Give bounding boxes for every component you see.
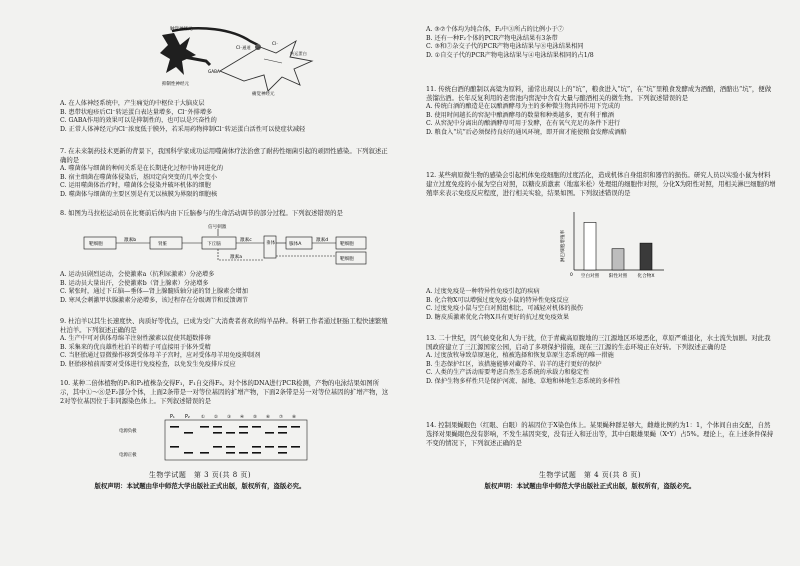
- q11-option-a: A. 传统白酒的酿造是在以酿酒酵母为主的多种微生物共同作用下完成的: [426, 103, 621, 110]
- gel-band: [239, 432, 248, 434]
- page-4: [400, 0, 800, 566]
- gel-band: [252, 426, 261, 428]
- text-pituitary: 垂体: [266, 241, 276, 246]
- text-kidney: 肾脏: [158, 242, 168, 247]
- label-p1: P₁: [170, 415, 175, 420]
- proliferation-bar-chart: [560, 206, 670, 284]
- q6-option-a: A. 在人体神经系统中，产生痛觉的中枢位于大脑皮层: [60, 100, 205, 107]
- q13-option-b: B. 生态保护红区，该措施能够对藏羚羊、岩羊的进行更好的保护: [426, 360, 602, 368]
- chart-ylabel: 淋巴细胞增殖率: [561, 229, 566, 263]
- inhibitory-neuron-shape: [160, 33, 210, 75]
- text-target-cell-right-bottom: 靶细胞: [340, 257, 354, 262]
- pcr-gel-figure: [115, 412, 315, 464]
- label-signal-stimulus: 信号刺激: [208, 225, 227, 230]
- gel-band: [213, 426, 222, 428]
- q7-option-c: C. 运用噬菌体治疗时，噬菌体会侵染并破坏机体的细胞: [60, 182, 211, 190]
- label-p2: P₂: [185, 415, 190, 420]
- q11-stem: 11. 传统白酒的酿制以高粱为原料，通常出现以上的“坑”，粮食进入“坑”，在“坑”里粮食发酵成为酒醅，酒醅出“坑”，便做蒸馏出酒。长年反复利用的老窖池内窖泥中含有大量与酿酒相关的微生物。下列叙述错误的是: [426, 85, 772, 102]
- gel-band: [184, 432, 193, 434]
- gel-lane-label: ⑦: [279, 415, 283, 420]
- q13-option-a: A. 过度放牧导致草原退化，植被选择和恢复草原生态系统的唯一措施: [426, 352, 614, 359]
- gel-lane-label: ⑥: [266, 415, 270, 420]
- label-negative-pole: 电源负极: [119, 429, 137, 434]
- gel-band: [278, 426, 287, 428]
- question-8-options: [60, 271, 390, 305]
- question-9: [60, 316, 390, 369]
- gel-lane-label: ②: [214, 415, 218, 420]
- gel-band: [226, 452, 235, 454]
- hormone-regulation-diagram: [80, 222, 370, 268]
- q13-option-c: C. 人类的生产活动需要考虑自然生态系统的承载力和稳定性: [426, 369, 590, 377]
- gel-band: [291, 426, 300, 428]
- q10-option-c: C. ③和⑦杂交子代的PCR产物电泳结果与⑧电泳结果相同: [426, 43, 584, 51]
- q12-option-b: B. 化合物X可以增强过度免疫小鼠的特异性免疫反应: [426, 296, 569, 304]
- gel-band: [278, 432, 287, 434]
- q8-option-d: D. 寒风会刺激甲状腺激素分泌增多，该过程存在分级调节和反馈调节: [60, 296, 249, 304]
- gel-band: [213, 446, 222, 448]
- text-hypothalamus: 下丘脑: [207, 242, 221, 247]
- q12-stem: 12. 某些病原微生物的感染会引起机体免疫细胞的过度活化，造成机体自身组织和器官的损伤。研究人员以实验小鼠为材料建立过度免疫的小鼠为空白对照，以糖皮质激素（地塞米松）处理组的细胞作对照，分化X为阳性对照，用相关淋巴细胞的增殖率来表示免疫反应程度，进行相关实验，结果如图。下列叙述错误的是: [426, 171, 776, 197]
- q9-option-a: A. 生产中可对供体母绵羊注射性激素以促使其超数排卵: [60, 335, 211, 342]
- gel-lane-label: ①: [201, 415, 205, 420]
- question-11: [426, 84, 776, 137]
- question-10: [60, 378, 390, 406]
- q6-option-c: C. GABA作用的效果可以是抑制性的，也可以是兴奋性的: [60, 117, 217, 125]
- q9-stem: 9. 杜泊羊以其生长速度快、肉质好等优点，已成为受广大消费者喜欢的绵羊品种。科研工作者通过胚胎工程快速繁殖杜泊羊。下列叙述正确的是: [60, 317, 388, 334]
- q7-option-d: D. 噬菌体与细菌的主要区别是有无以核膜为界限的细胞核: [60, 190, 218, 198]
- q7-option-a: A. 噬菌体与细菌的种间关系是在长期进化过程中协同进化的: [60, 165, 224, 172]
- q14-stem: 14. 控制果蝇眼色（红眼、白眼）的基因位于X染色体上。某果蝇种群足够大，雌雄比例约为1：1，个体间自由交配，自然选择对果蝇眼色没有影响，不发生基因突变，没有迁入和迁出等，其中白眼雄果蝇（XᵃY）占5%。理论上，在上述条件保持不变的情况下，下列叙述正确的是: [426, 421, 774, 447]
- q11-option-d: D. 粮食入“坑”后必须保持良好的通风环境，即开窗才能使粮食发酵成酒醅: [426, 128, 627, 136]
- gel-lane-label: ④: [240, 415, 244, 420]
- q11-option-b: B. 使用时间越长的窖泥中酿酒酵母的数量和种类越多，更有利于酿酒: [426, 111, 614, 119]
- question-8: [60, 208, 390, 218]
- q10-option-b: B. 还有一种F₂个体的PCR产物电泳结果有3条带: [426, 34, 558, 42]
- gel-band: [278, 452, 287, 454]
- q10-stem: 10. 某种二倍体植物的P₁和P₂植株杂交得F₁，F₁自交得F₂。对个体的DNA进行PCR检测，产物的电泳结果如图所示，其中①～⑧是F₂部分个体，上面2条带是一对等位基因的扩增产物，下面2条带是另一对等位基因的扩增产物，这2对等位基因位于非同源染色体上。下列叙述错误的是: [60, 379, 389, 405]
- gel-band: [200, 426, 209, 428]
- q9-option-d: D. 胚胎移植前需要对受体进行免疫检查，以免发生免疫排斥反应: [60, 360, 236, 368]
- bar-1: [584, 222, 596, 270]
- neuron-figure: [140, 25, 340, 97]
- q12-option-a: A. 过度免疫是一种特异性免疫引起的疾病: [426, 288, 540, 295]
- gel-band: [265, 432, 274, 434]
- bar-2: [612, 249, 624, 270]
- q10-option-a: A. ③⑦个体均为纯合体，F₂中③所占的比例小于⑦: [426, 26, 564, 33]
- gel-band: [170, 446, 179, 448]
- bar-category-label: 阳性对照: [608, 274, 628, 279]
- gel-band: [200, 452, 209, 454]
- gel-lane-label: ⑤: [253, 415, 257, 420]
- q8-option-a: A. 运动员剧烈运动，会使激素a（抗利尿激素）分泌增多: [60, 271, 215, 278]
- label-hormone-a: 激素a: [230, 255, 243, 260]
- gel-band: [184, 452, 193, 454]
- gel-band: [239, 452, 248, 454]
- gel-lane-label: ⑧: [292, 415, 296, 420]
- label-pain-neuron: 痛觉神经元: [252, 92, 275, 97]
- label-positive-pole: 电源正极: [119, 453, 137, 458]
- gel-band: [213, 432, 222, 434]
- bar-category-label: 空白对照: [580, 274, 600, 279]
- copyright-left: 版权声明：本试题由华中师范大学出版社正式出版，版权所有，盗版必究。: [94, 482, 306, 490]
- label-transport-protein: 转运蛋白: [290, 51, 307, 56]
- q11-option-c: C. 从窖泥中分离出的酿酒酵母可用于发酵，在有氧气充足的条件下进行: [426, 120, 621, 128]
- footer-right: [400, 470, 780, 492]
- q8-option-b: B. 运动员大量出汗，会使激素b（肾上腺素）分泌增多: [60, 279, 209, 287]
- q6-option-b: B. 患带状疱疹后Cl⁻转运蛋白表达量增多，Cl⁻外排增多: [60, 108, 213, 116]
- q13-stem: 13. 二十世纪，因气候变化和人为干扰，位于青藏高原腹地的三江源地区环境恶化，草原严重退化，水土流失加剧。对此我国政府建立了三江源国家公园，启动了多项保护措施，现在三江源的生态环境正在好转。下列叙述正确的是: [426, 334, 771, 351]
- bar-category-label: 化合物X: [637, 274, 655, 279]
- gel-band: [252, 446, 261, 448]
- gel-band: [226, 446, 235, 448]
- q6-option-d: D. 正常人体神经元内Cl⁻浓度低于膜外，若采用药物抑制Cl⁻转运蛋白活性可以使症状减轻: [60, 125, 306, 133]
- q9-option-c: C. 当胚胎通过显微操作移到受体母羊子宫时，应对受体母羊用免疫抑制剂: [60, 352, 261, 360]
- q9-option-b: B. 采集来的优良雄性杜泊羊的精子可直接用于体外受精: [60, 343, 211, 351]
- question-6-options: [60, 100, 390, 134]
- gel-band: [291, 446, 300, 448]
- label-gaba: GABA: [208, 69, 220, 74]
- footer-left: [10, 470, 390, 492]
- box-pituitary: [264, 236, 276, 258]
- q8-stem: 8. 如图为马拉松运动员在比赛前后体内由下丘脑参与的生命活动调节的部分过程。下列叙述错误的是: [60, 209, 343, 217]
- question-12-options: [426, 288, 776, 322]
- question-7: [60, 146, 390, 199]
- copyright-right: 版权声明：本试题由华中师范大学出版社正式出版，版权所有，盗版必究。: [484, 482, 696, 490]
- text-target-cell-left: 靶细胞: [89, 242, 103, 247]
- question-13: [426, 333, 776, 386]
- gel-band: [278, 446, 287, 448]
- text-gland-a: 腺体A: [289, 242, 302, 247]
- label-inhibitory-neuron: 抑制性神经元: [162, 82, 189, 87]
- gel-band: [239, 426, 248, 428]
- label-hormone-d: 激素d: [316, 238, 329, 243]
- q12-option-d: D. 糖皮质激素优化合物X具有更好的抗过度免疫效果: [426, 313, 570, 321]
- q7-option-b: B. 宿主细菌在噬菌体侵染后，基因定向突变的几率会变小: [60, 173, 217, 181]
- q7-stem: 7. 在未来制药技术更新的背景下，我国科学家成功运用噬菌体疗法治愈了耐药性细菌引起的顽固性感染。下列叙述正确的是: [60, 147, 388, 164]
- label-cl-channel: Cl⁻通道: [236, 45, 251, 50]
- q12-option-c: C. 过度免疫小鼠与空白对照组相比，可减轻对机体的损伤: [426, 305, 583, 313]
- chart-origin-label: 0: [570, 273, 573, 278]
- bar-3: [640, 243, 652, 270]
- gel-band: [170, 426, 179, 428]
- page-number-right: 生物学试题 第 4 页(共 8 页): [538, 471, 642, 479]
- q8-option-c: C. 紧张时，通过下丘脑—垂体—肾上腺髓质轴分泌的肾上腺素会增加: [60, 288, 248, 296]
- q10-option-d: D. ①自交子代的PCR产物电泳结果与④电泳结果相同的占1/8: [426, 51, 594, 59]
- label-cl-ion: Cl⁻: [272, 41, 279, 46]
- question-10-options: [426, 26, 776, 60]
- label-hormone-c: 激素c: [240, 238, 252, 243]
- label-touch-neuron: 触觉神经元: [170, 27, 193, 32]
- page-number-left: 生物学试题 第 3 页(共 8 页): [148, 471, 252, 479]
- label-hormone-b: 激素b: [124, 238, 137, 243]
- q13-option-d: D. 保护生物多样性只是保护河流、湿地、草地和林地生态系统的多样性: [426, 377, 621, 385]
- question-14: [426, 420, 776, 448]
- gel-lane-label: ③: [227, 415, 231, 420]
- gel-band: [252, 452, 261, 454]
- pain-neuron-shape: [220, 41, 312, 91]
- gel-band: [265, 446, 274, 448]
- question-12: [426, 170, 776, 198]
- text-target-cell-right-top: 靶细胞: [340, 242, 354, 247]
- gel-band: [226, 432, 235, 434]
